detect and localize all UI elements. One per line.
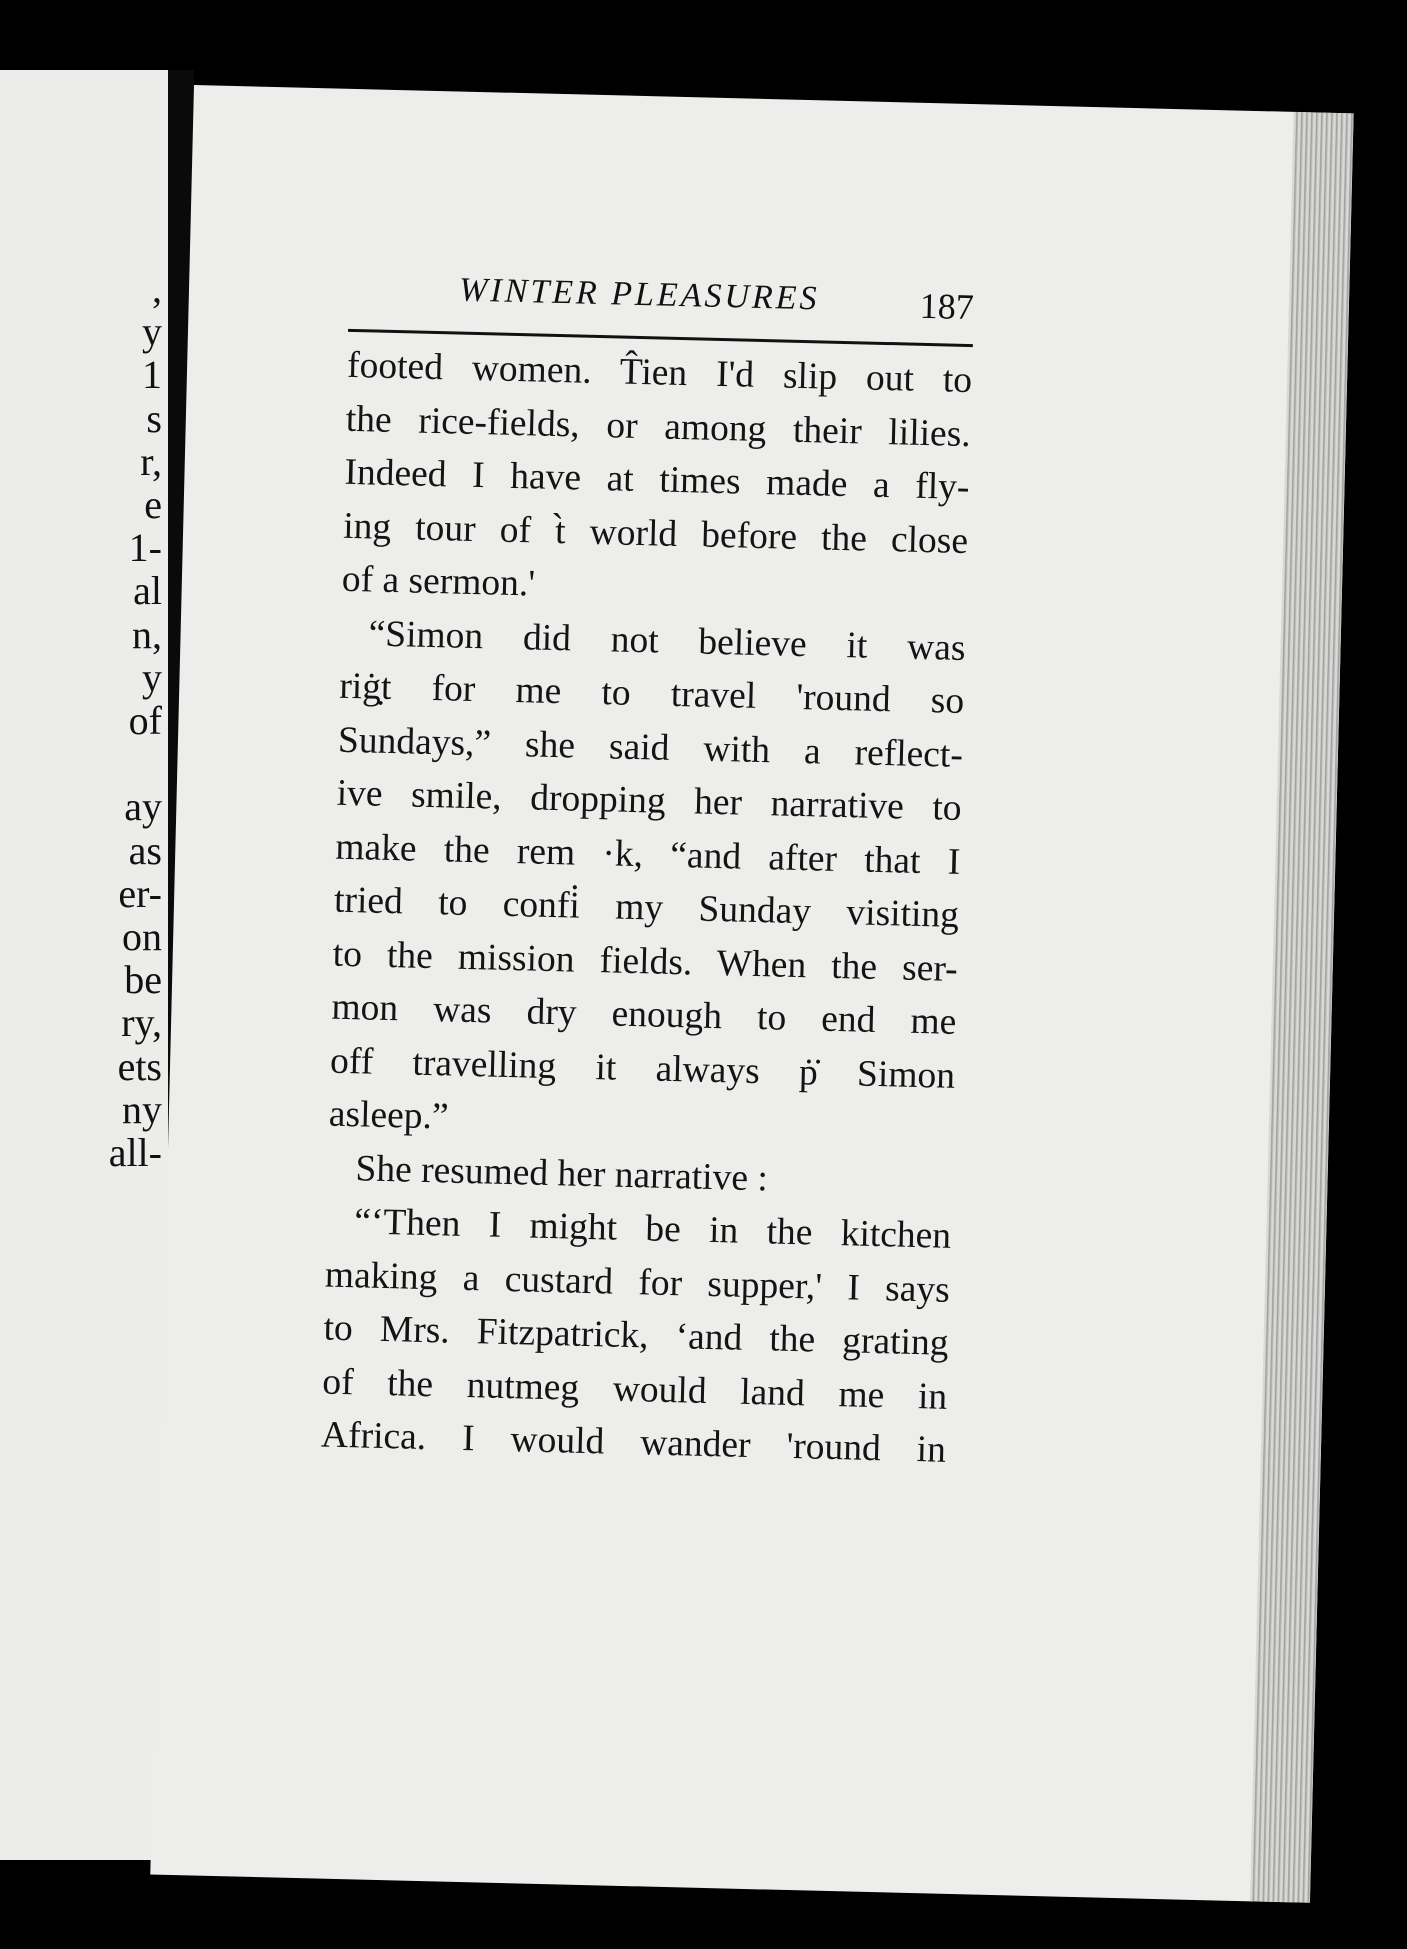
text-line: ing tour of t̀̀ world before the close — [342, 505, 969, 562]
left-page-line: as — [128, 827, 162, 873]
text-line: Indeed I have at times made a fly- — [344, 451, 970, 509]
left-page-line: be — [124, 957, 162, 1003]
left-page-line: on — [122, 914, 162, 959]
left-page-line: all- — [108, 1130, 162, 1175]
left-page-line: ay — [124, 784, 162, 830]
left-page-line: al — [133, 568, 162, 614]
left-page-line: r, — [140, 438, 162, 484]
text-line: asleep.” — [328, 1093, 450, 1138]
left-page-line: ets — [117, 1043, 162, 1089]
page-edge — [1250, 112, 1354, 1903]
left-page-line: y — [142, 654, 162, 700]
text-line: of the nutmeg would land me in — [321, 1361, 948, 1418]
left-page-line: er- — [118, 870, 162, 916]
text-line: the rice-fields, or among their lilies. — [345, 398, 972, 455]
left-page-line: y — [142, 309, 162, 355]
left-page-line: 1- — [128, 525, 162, 571]
running-title: WINTER PLEASURES — [458, 271, 820, 318]
text-line: ive smile, dropping her narrative to — [336, 772, 963, 829]
previous-page — [0, 70, 168, 1860]
text-line: off travelling it always ṗ̇ Simon — [329, 1040, 956, 1097]
left-page-line: ny — [122, 1086, 162, 1132]
text-line: She resumed her narrative : — [355, 1147, 769, 1199]
left-page-line: s — [146, 395, 162, 441]
text-line: tried to confi̇̇ my Sunday visiting — [333, 879, 960, 936]
page-number: 187 — [919, 285, 975, 328]
left-page-line: n, — [132, 611, 162, 657]
text-line: mon was dry enough to end me — [331, 986, 957, 1043]
current-page — [150, 85, 1353, 1903]
text-line: “‘Then I might be in the kitchen — [353, 1201, 952, 1257]
left-page-line: ry, — [121, 1000, 162, 1046]
text-line: footed women. T̂ien I'd slip out to — [346, 344, 973, 402]
text-line: to Mrs. Fitzpatrick, ‘and the grating — [323, 1307, 949, 1364]
text-line: riġ̣t for me to travel 'round so — [338, 665, 965, 722]
left-page-line: of — [128, 698, 162, 743]
left-page-line: 1 — [142, 352, 162, 398]
left-page-line: e — [144, 482, 162, 527]
text-line: Africa. I would wander 'round in — [320, 1414, 947, 1471]
text-line: “Simon did not believe it was — [368, 612, 966, 669]
body-text — [320, 339, 972, 1477]
text-line: Sundays,” she said with a reflect- — [337, 719, 964, 776]
text-line: making a custard for supper,' I says — [324, 1254, 951, 1311]
text-line: of a sermon.' — [341, 558, 536, 605]
left-page-line: , — [152, 266, 162, 311]
text-line: to the mission fields. When the ser- — [332, 933, 959, 990]
text-line: make the rem ·k, “and after that I — [334, 826, 961, 883]
running-head — [348, 259, 975, 347]
